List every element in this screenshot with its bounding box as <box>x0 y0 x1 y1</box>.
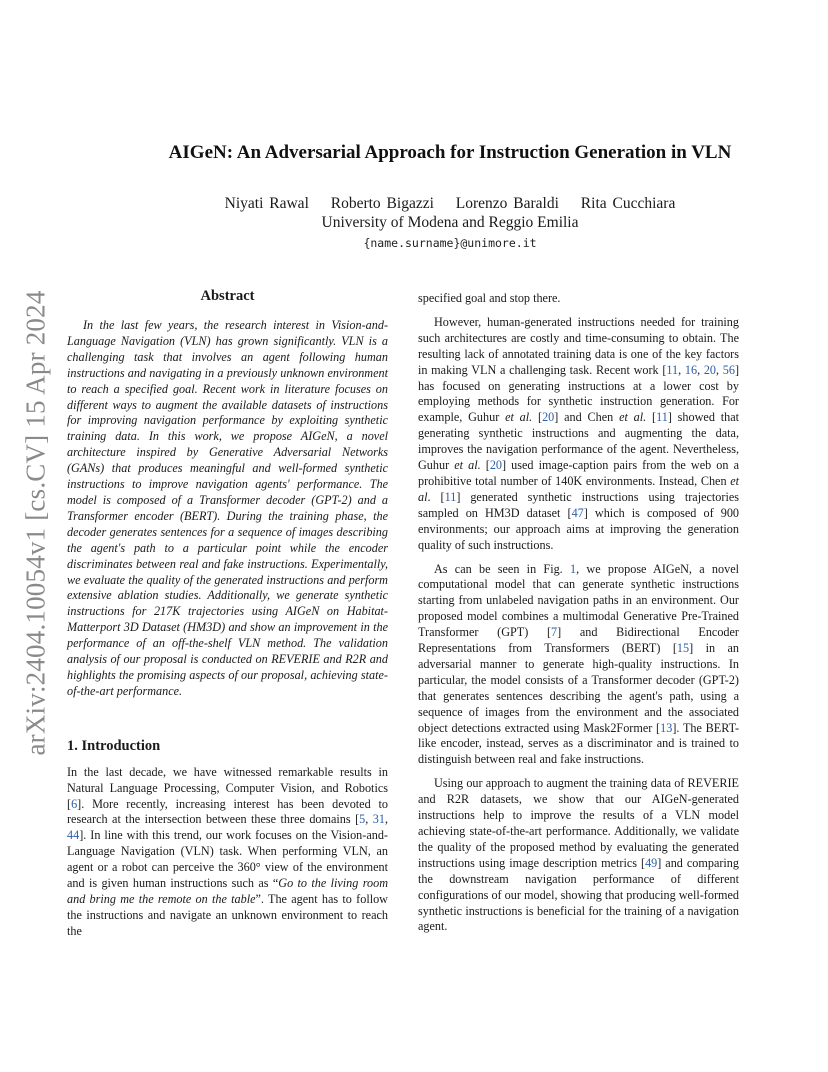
introduction-section <box>67 738 388 940</box>
text-run: ] has focused on generating instructions at a lower cost by employing methods for synthetic instruction generation. For example, Guhur <box>418 362 739 425</box>
text-run: [ <box>480 458 490 473</box>
text-run: ]. In line with this trend, our work focuses on the Vision-and-Language Navigation (VLN) task. When performing VLN, an agent or a robot can perceive the 360° view of the environment and is given human instructions such as “ <box>67 828 388 891</box>
text-run: As can be seen in Fig. <box>434 561 570 576</box>
affiliation: University of Modena and Reggio Emilia <box>321 214 579 231</box>
citation-link[interactable]: 47 <box>571 505 584 520</box>
et-al: et al. <box>619 410 647 425</box>
citation-link[interactable]: 5 <box>359 812 366 827</box>
citation-link[interactable]: 6 <box>71 796 78 811</box>
text-run: However, human-generated instructions needed for training such architectures are costly and time-consuming to obtain. The resulting lack of annotated training data is one of the key factors in making VLN a challenging task. Recent work [ <box>418 314 739 377</box>
right-column <box>418 291 739 943</box>
arxiv-identifier: arXiv:2404.10054v1 [cs.CV] 15 Apr 2024 <box>20 290 51 756</box>
text-run: . [ <box>427 489 445 504</box>
et-al: et al. <box>454 458 481 473</box>
text-run: ] and Bidirectional Encoder Representations from Transformers (BERT) [ <box>418 625 739 656</box>
citation-link[interactable]: 20 <box>703 362 716 377</box>
citation-link[interactable]: 20 <box>542 410 555 425</box>
figure-link[interactable]: 1 <box>570 561 577 576</box>
left-column <box>67 288 388 948</box>
author-email: {name.surname}@unimore.it <box>363 236 537 250</box>
text-run: , <box>384 812 389 827</box>
introduction-heading: 1. Introduction <box>67 737 161 754</box>
citation-link[interactable]: 11 <box>444 489 457 504</box>
citation-link[interactable]: 56 <box>722 362 735 377</box>
text-run: , we propose AIGeN, a novel computational model that can generate synthetic instructions starting from unlabeled navigation paths in an environment. Our proposed model combines a multimodal Generative Pre-Trained Transformer (GPT) [ <box>418 561 739 640</box>
paper-title: AIGeN: An Adversarial Approach for Instruction Generation in VLN <box>168 142 732 163</box>
example-instruction: Go to the living room and bring me the remote on the table <box>67 876 388 906</box>
citation-link[interactable]: 16 <box>684 362 698 377</box>
text-run: ] and Chen <box>554 410 620 425</box>
introduction-paragraph <box>418 562 739 769</box>
citation-link[interactable]: 15 <box>676 641 690 656</box>
introduction-paragraph <box>67 765 388 940</box>
citation-link[interactable]: 20 <box>489 458 502 473</box>
introduction-paragraph <box>418 315 739 554</box>
text-run: ] used image-caption pairs from the web on a prohibitive total number of 140K environments. Instead, Chen <box>418 458 739 488</box>
introduction-paragraph <box>418 776 739 935</box>
text-run: ] in an adversarial manner to generate high-quality instructions. In particular, the model consists of a Transformer decoder (GPT-2) that generates sentences describing the agent's path, using a sequence of images from the environment and the associated object detections extracted using Mask2Former [ <box>418 641 739 735</box>
citation-link[interactable]: 7 <box>551 625 558 640</box>
et-al: et al. <box>505 410 533 425</box>
author-name: Rita Cucchiara <box>580 195 676 212</box>
text-run: In the last decade, we have witnessed remarkable results in Natural Language Processing, Computer Vision, and Robotics [ <box>67 764 388 811</box>
text-run: ]. More recently, increasing interest has been devoted to research at the intersection between these three domains [ <box>67 796 388 827</box>
text-run: [ <box>646 410 657 425</box>
citation-link[interactable]: 13 <box>660 720 673 735</box>
text-run: , <box>365 812 373 827</box>
citation-link[interactable]: 11 <box>666 362 679 377</box>
citation-link[interactable]: 49 <box>645 855 658 870</box>
abstract-section <box>67 288 388 700</box>
text-run: [ <box>532 410 543 425</box>
text-run: ] which is composed of 900 environments; our approach aims at improving the generation quality of such instructions. <box>418 505 740 552</box>
author-name: Lorenzo Baraldi <box>455 195 559 212</box>
author-name: Roberto Bigazzi <box>330 195 434 212</box>
author-name: Niyati Rawal <box>224 195 309 212</box>
text-run: ]. The BERT-like encoder, instead, serves as a discriminator and is trained to distinguish between real and fake instructions. <box>418 720 739 767</box>
citation-link[interactable]: 31 <box>372 812 385 827</box>
text-run: , <box>716 362 723 377</box>
text-run: ] showed that generating synthetic instructions and augmenting the data, improves the navigation performance of the agent. Nevertheless, Guhur <box>418 410 739 473</box>
citation-link[interactable]: 11 <box>656 410 668 425</box>
text-run: , <box>678 362 685 377</box>
et-al: et al <box>418 473 739 504</box>
abstract-heading: Abstract <box>200 288 255 304</box>
abstract-text: In the last few years, the research interest in Vision-and-Language Navigation (VLN) has grown significantly. VLN is a challenging task that involves an agent following human instructions and navigating in a previously unknown environment to reach a specified goal. Recent work in literature focuses on different ways to augment the available datasets of instructions for improving navigation performance by exploiting synthetic training data. In this work, we propose AIGeN, a novel architecture inspired by Generative Adversarial Networks (GANs) that produces meaningful and well-formed synthetic instructions to improve navigation agents' performance. The model is composed of a Transformer decoder (GPT-2) and a Transformer encoder (BERT). During the training phase, the decoder generates sentences for a sequence of images describing the agent's path to a particular point while the encoder discriminates between real and fake instructions. Experimentally, we evaluate the quality of the generated instructions and perform extensive ablation studies. Additionally, we generate synthetic instructions for 217K trajectories using AIGeN on Habitat-Matterport 3D Dataset (HM3D) and show an improvement in the performance of an off-the-shelf VLN method. The validation analysis of our proposal is conducted on REVERIE and R2R and highlights the promising aspects of our proposal, achieving state-of-the-art performance. <box>67 318 388 698</box>
text-run: Using our approach to augment the training data of REVERIE and R2R datasets, we show that our AIGeN-generated instructions help to improve the results of a VLN model achieving state-of-the-art performance. Additionally, we validate the quality of the proposed method by evaluating the generated instructions using image description metrics [ <box>418 776 739 870</box>
author-list <box>100 195 800 213</box>
text-run: ] and comparing the downstream navigation performance of different configurations of our model, showing that producing well-formed synthetic instructions is beneficial for the training of a navigation agent. <box>418 855 739 934</box>
text-run: ”. The agent has to follow the instructions and navigate an unknown environment to reach the <box>67 892 388 938</box>
citation-link[interactable]: 44 <box>67 828 80 843</box>
continued-paragraph: specified goal and stop there. <box>418 291 561 305</box>
text-run: ] generated synthetic instructions using trajectories sampled on HM3D dataset [ <box>418 489 739 520</box>
text-run: , <box>697 362 704 377</box>
